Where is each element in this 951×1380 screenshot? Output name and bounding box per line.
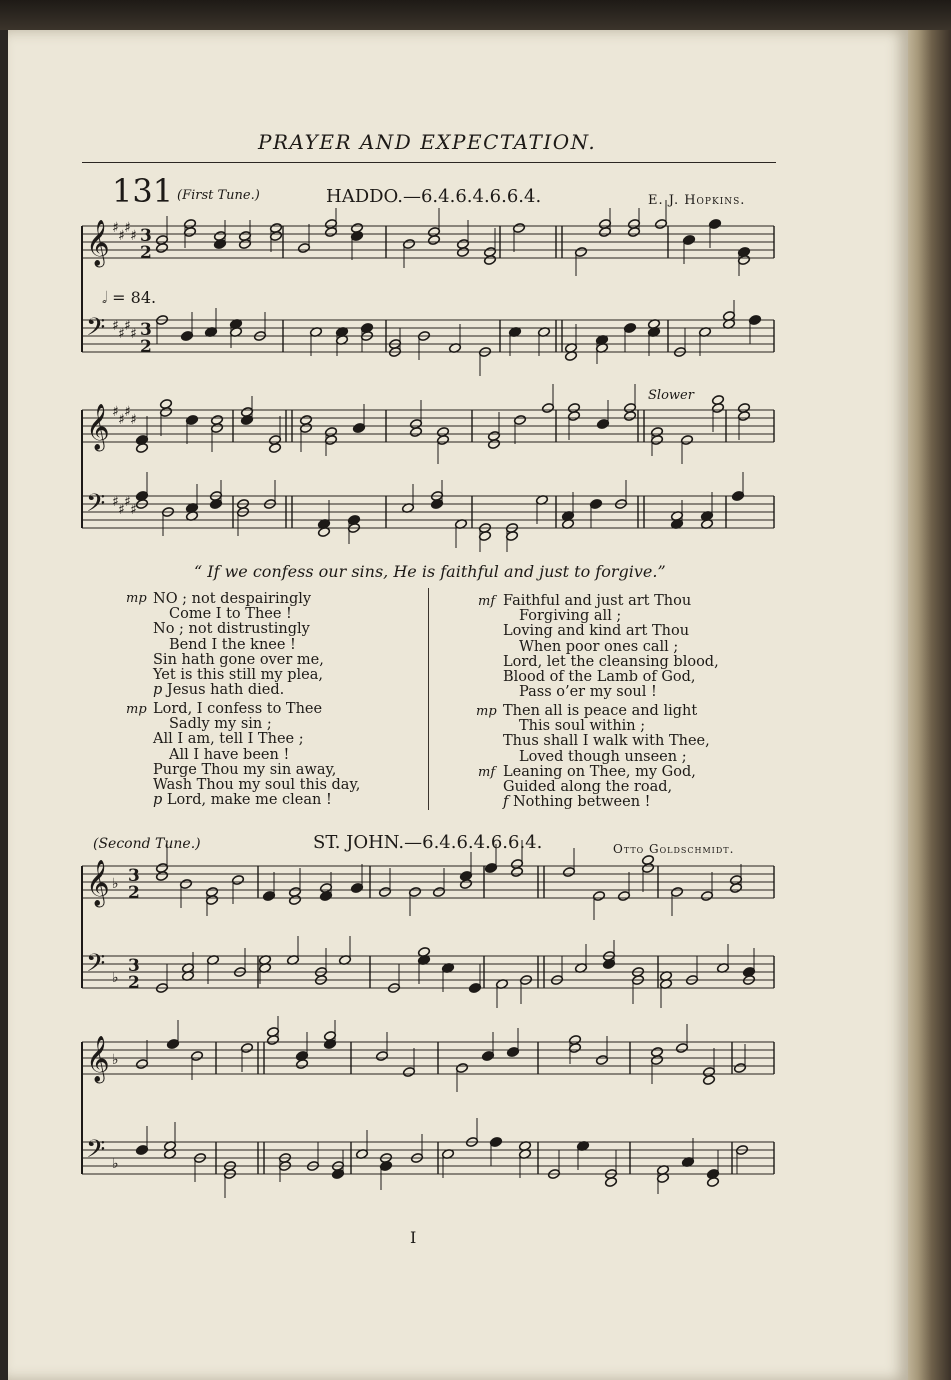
sharp-icon: ♯ bbox=[112, 404, 119, 420]
note-head bbox=[605, 1177, 618, 1188]
note-head bbox=[712, 395, 725, 406]
verse-line: Forgiving all ; bbox=[519, 608, 622, 625]
note-head bbox=[511, 867, 524, 878]
dynamic-mark: p bbox=[153, 792, 163, 809]
note-head bbox=[457, 247, 470, 258]
note-head bbox=[289, 895, 302, 906]
note-head bbox=[488, 439, 501, 450]
sharp-icon: ♯ bbox=[118, 412, 125, 428]
verse-line: Purge Thou my sin away, bbox=[153, 761, 337, 778]
verse-line: All I have been ! bbox=[169, 746, 290, 763]
note-head bbox=[703, 1075, 716, 1086]
verse-1 bbox=[153, 592, 324, 698]
tune2-composer: Otto Goldschmidt. bbox=[613, 842, 735, 856]
note-head bbox=[136, 443, 149, 454]
time-signature: 2 bbox=[128, 883, 140, 903]
note-head bbox=[624, 411, 637, 422]
verse-line: Then all is peace and light bbox=[503, 703, 698, 719]
verse-line: Faithful and just art Thou bbox=[503, 593, 692, 609]
note-head bbox=[211, 415, 224, 426]
time-signature: 3 bbox=[140, 226, 152, 246]
bass-clef-icon: 𝄢 bbox=[86, 489, 106, 524]
tune2-label: (Second Tune.) bbox=[93, 836, 201, 852]
treble-clef-icon: 𝄞 bbox=[86, 220, 110, 266]
flat-icon: ♭ bbox=[112, 1052, 119, 1068]
verse-line: Thus shall I walk with Thee, bbox=[503, 733, 710, 750]
sharp-icon: ♯ bbox=[130, 326, 137, 342]
sharp-icon: ♯ bbox=[124, 318, 131, 334]
note-head bbox=[296, 1059, 309, 1070]
note-head bbox=[410, 427, 423, 438]
book-top-edge bbox=[0, 0, 951, 30]
note-head bbox=[300, 415, 313, 426]
note-head bbox=[642, 855, 655, 866]
dynamic-mark: mp bbox=[476, 704, 497, 719]
verse-line: Blood of the Lamb of God, bbox=[503, 669, 696, 686]
treble-clef-icon: 𝄞 bbox=[86, 1036, 110, 1082]
verse-line: Loving and kind art Thou bbox=[503, 623, 690, 640]
hymn-number: 131 bbox=[112, 172, 174, 210]
time-signature: 3 bbox=[140, 320, 152, 340]
note-head bbox=[269, 443, 282, 454]
metronome-mark bbox=[102, 288, 156, 308]
column-divider bbox=[428, 588, 429, 810]
time-signature: 2 bbox=[140, 337, 152, 357]
metronome-value: = 84. bbox=[112, 288, 157, 307]
signature-mark: I bbox=[410, 1228, 417, 1247]
sharp-icon: ♯ bbox=[118, 502, 125, 518]
bass-clef-icon: 𝄢 bbox=[86, 949, 106, 984]
tune1-label: (First Tune.) bbox=[177, 188, 260, 203]
sharp-icon: ♯ bbox=[130, 228, 137, 244]
verse-line: Sadly my sin ; bbox=[169, 716, 272, 733]
note-head bbox=[160, 399, 173, 410]
book-page-edges bbox=[903, 30, 951, 1380]
dynamic-mark: mf bbox=[478, 594, 496, 609]
dynamic-mark: mp bbox=[126, 591, 147, 606]
verse-line: Pass o’er my soul ! bbox=[519, 684, 657, 701]
verse-line: When poor ones call ; bbox=[519, 638, 679, 655]
treble-clef-icon: 𝄞 bbox=[86, 404, 110, 450]
flat-icon: ♭ bbox=[112, 970, 119, 986]
dynamic-mark: mf bbox=[478, 765, 496, 780]
tune1-composer: E. J. Hopkins. bbox=[648, 193, 746, 208]
time-signature: 2 bbox=[140, 243, 152, 263]
verse-line: Come I to Thee ! bbox=[169, 606, 292, 623]
note-head bbox=[707, 1177, 720, 1188]
tune1-title: HADDO.—6.4.6.4.6.6.4. bbox=[326, 186, 542, 207]
verse-line: f Nothing between ! bbox=[503, 794, 651, 811]
verse-line: Bend I the knee ! bbox=[169, 636, 296, 653]
flat-icon: ♭ bbox=[112, 876, 119, 892]
verse-line: Guided along the road, bbox=[503, 779, 673, 796]
bass-clef-icon: 𝄢 bbox=[86, 313, 106, 348]
bass-clef-icon: 𝄢 bbox=[86, 1135, 106, 1170]
time-signature: 3 bbox=[128, 866, 140, 886]
note-head bbox=[460, 879, 473, 890]
tempo-mark: Slower bbox=[648, 388, 694, 403]
verse-5 bbox=[503, 765, 696, 811]
sharp-icon: ♯ bbox=[112, 318, 119, 334]
dynamic-mark: mp bbox=[126, 702, 147, 717]
flat-icon: ♭ bbox=[112, 1156, 119, 1172]
treble-clef-icon: 𝄞 bbox=[86, 860, 110, 906]
tune2-title: ST. JOHN.—6.4.6.4.6.6.4. bbox=[313, 832, 543, 853]
dynamic-mark: f bbox=[503, 794, 509, 811]
verse-3 bbox=[503, 594, 719, 700]
note-head bbox=[156, 871, 169, 882]
dynamic-mark: p bbox=[153, 682, 163, 699]
verse-line: p Jesus hath died. bbox=[153, 682, 285, 699]
sharp-icon: ♯ bbox=[118, 228, 125, 244]
sharp-icon: ♯ bbox=[124, 494, 131, 510]
note-head bbox=[568, 403, 581, 414]
verse-line: Leaning on Thee, my God, bbox=[503, 764, 696, 780]
note-head bbox=[437, 427, 450, 438]
sharp-icon: ♯ bbox=[124, 404, 131, 420]
verse-line: Loved though unseen ; bbox=[519, 748, 687, 765]
verse-line: Wash Thou my soul this day, bbox=[153, 777, 361, 794]
verse-line: Lord, let the cleansing blood, bbox=[503, 653, 719, 670]
note-head bbox=[428, 235, 441, 246]
verse-line: NO ; not despairingly bbox=[153, 591, 312, 607]
note-head bbox=[351, 223, 364, 234]
sharp-icon: ♯ bbox=[112, 220, 119, 236]
verse-line: Lord, I confess to Thee bbox=[153, 701, 323, 717]
sharp-icon: ♯ bbox=[130, 502, 137, 518]
note-head bbox=[484, 255, 497, 266]
note-head bbox=[156, 243, 169, 254]
verse-line: No ; not distrustingly bbox=[153, 621, 310, 638]
sharp-icon: ♯ bbox=[118, 326, 125, 342]
note-head bbox=[651, 1047, 664, 1058]
epigraph: “ If we confess our sins, He is faithful and just to forgive.” bbox=[194, 562, 666, 581]
verse-line: Yet is this still my plea, bbox=[153, 667, 323, 684]
note-head bbox=[738, 403, 751, 414]
verse-line: All I am, tell I Thee ; bbox=[153, 731, 304, 748]
verse-4 bbox=[503, 704, 710, 765]
running-head: PRAYER AND EXPECTATION. bbox=[258, 130, 597, 154]
sharp-icon: ♯ bbox=[124, 220, 131, 236]
hymnal-page bbox=[8, 30, 908, 1380]
verse-line: p Lord, make me clean ! bbox=[153, 792, 332, 809]
verse-2 bbox=[153, 702, 360, 808]
time-signature: 3 bbox=[128, 956, 140, 976]
time-signature: 2 bbox=[128, 973, 140, 993]
half-note-icon: 𝅗𝅥 bbox=[102, 288, 108, 307]
verse-line: This soul within ; bbox=[519, 718, 646, 735]
sharp-icon: ♯ bbox=[112, 494, 119, 510]
sharp-icon: ♯ bbox=[130, 412, 137, 428]
verse-line: Sin hath gone over me, bbox=[153, 651, 324, 668]
